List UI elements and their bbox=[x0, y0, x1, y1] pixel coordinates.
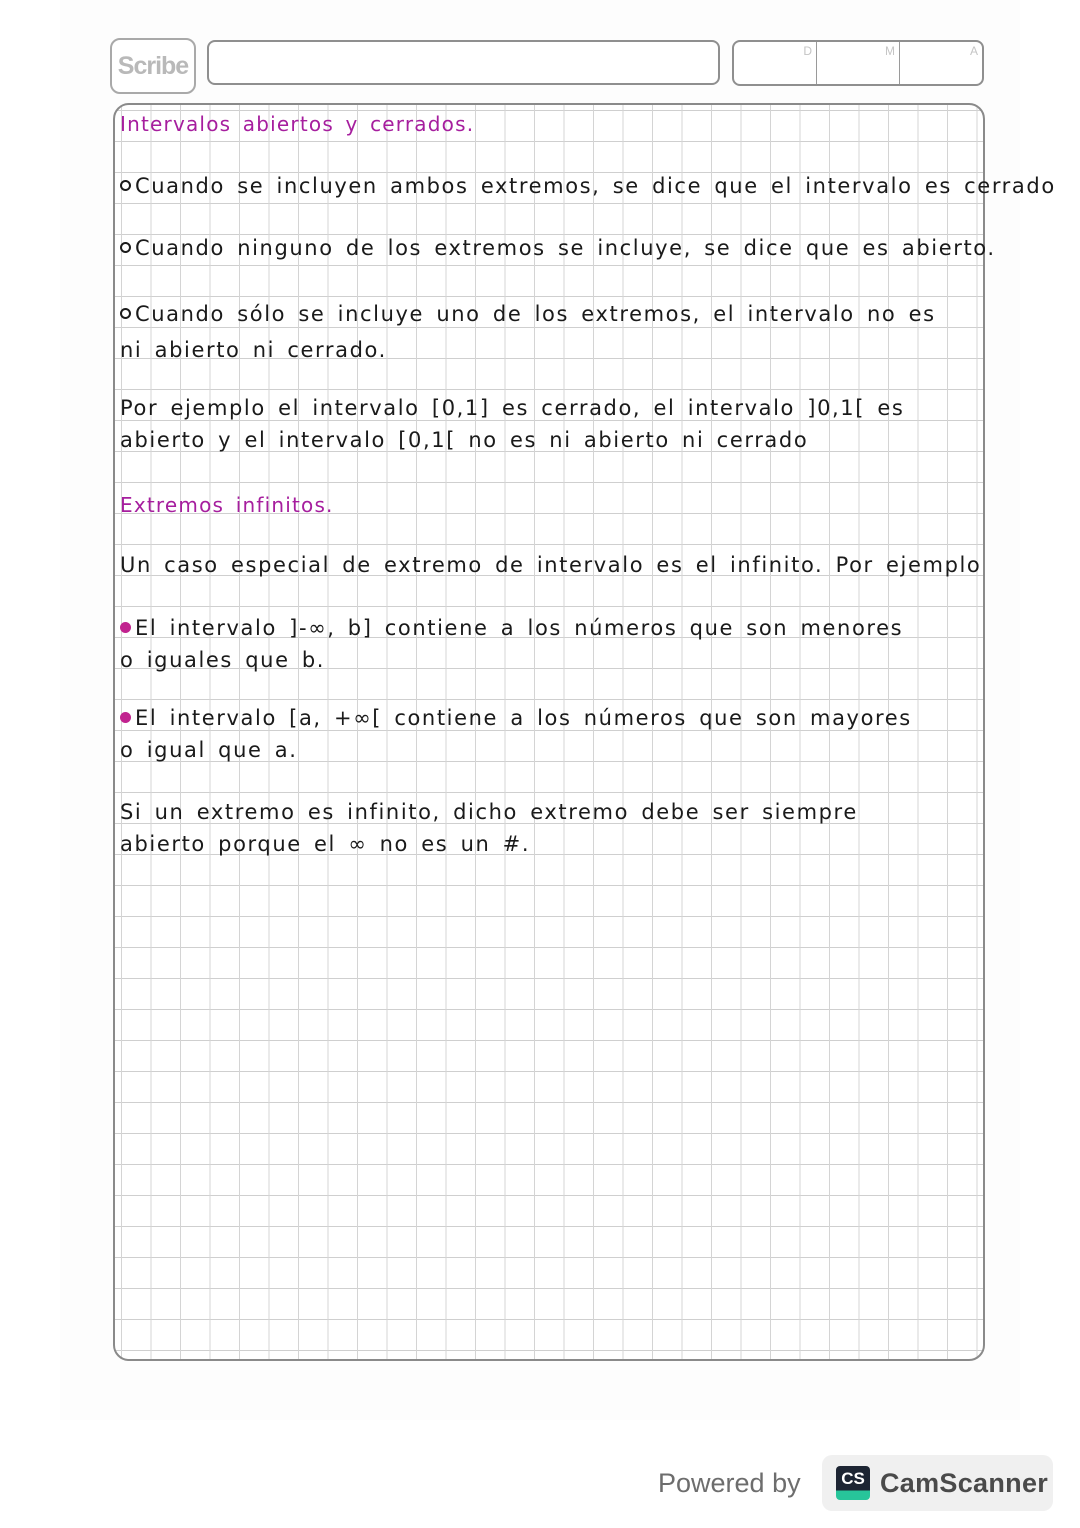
bullet-closed-interval bbox=[120, 174, 1056, 198]
item-minus-infinity-continuation: o iguales que b. bbox=[120, 648, 326, 672]
bullet-text: Cuando sólo se incluye uno de los extremos, el intervalo no es bbox=[135, 302, 936, 326]
conclusion-line-2: abierto porque el ∞ no es un #. bbox=[120, 832, 531, 856]
bullet-half-open-continuation: ni abierto ni cerrado. bbox=[120, 338, 387, 362]
item-text: El intervalo [a, +∞[ contiene a los números que son mayores bbox=[135, 706, 912, 730]
item-minus-infinity bbox=[120, 616, 903, 640]
powered-by-label: Powered by bbox=[658, 1468, 801, 1498]
date-field-box bbox=[732, 40, 984, 86]
notebook-brand-logo bbox=[110, 38, 196, 94]
bullet-open-interval bbox=[120, 236, 996, 260]
date-day-label: D bbox=[803, 44, 812, 58]
date-year-label: A bbox=[969, 44, 978, 58]
title-field-box bbox=[207, 40, 720, 85]
bullet-dot-icon bbox=[120, 308, 131, 319]
bullet-half-open-interval bbox=[120, 302, 936, 326]
bullet-text: Cuando ninguno de los extremos se incluye, se dice que es abierto. bbox=[135, 236, 996, 260]
example-line-2: abierto y el intervalo [0,1[ no es ni abierto ni cerrado bbox=[120, 428, 809, 452]
item-plus-infinity-continuation: o igual que a. bbox=[120, 738, 298, 762]
conclusion-line-1: Si un extremo es infinito, dicho extremo debe ser siempre bbox=[120, 800, 858, 824]
logo-text: CS bbox=[841, 1469, 865, 1488]
bullet-text: Cuando se incluyen ambos extremos, se dice que el intervalo es cerrado bbox=[135, 174, 1056, 198]
grid-paper-page bbox=[113, 103, 985, 1361]
section-heading-open-closed: Intervalos abiertos y cerrados. bbox=[120, 112, 475, 136]
pink-bullet-icon bbox=[120, 712, 131, 723]
camscanner-badge bbox=[822, 1455, 1053, 1511]
camscanner-logo-icon bbox=[836, 1466, 870, 1500]
bullet-dot-icon bbox=[120, 242, 131, 253]
camscanner-name: CamScanner bbox=[880, 1467, 1049, 1498]
date-day-cell bbox=[734, 42, 817, 84]
brand-label: Scribe bbox=[117, 51, 189, 80]
date-year-cell bbox=[900, 42, 982, 84]
item-text: El intervalo ]-∞, b] contiene a los números que son menores bbox=[135, 616, 904, 640]
pink-bullet-icon bbox=[120, 622, 131, 633]
bullet-dot-icon bbox=[120, 180, 131, 191]
section-heading-infinite-endpoints: Extremos infinitos. bbox=[120, 493, 334, 517]
example-line-1: Por ejemplo el intervalo [0,1] es cerrado, el intervalo ]0,1[ es bbox=[120, 396, 905, 420]
date-month-label: M bbox=[885, 44, 895, 58]
item-plus-infinity bbox=[120, 706, 912, 730]
date-month-cell bbox=[817, 42, 900, 84]
infinite-intro: Un caso especial de extremo de intervalo es el infinito. Por ejemplo bbox=[120, 553, 982, 577]
